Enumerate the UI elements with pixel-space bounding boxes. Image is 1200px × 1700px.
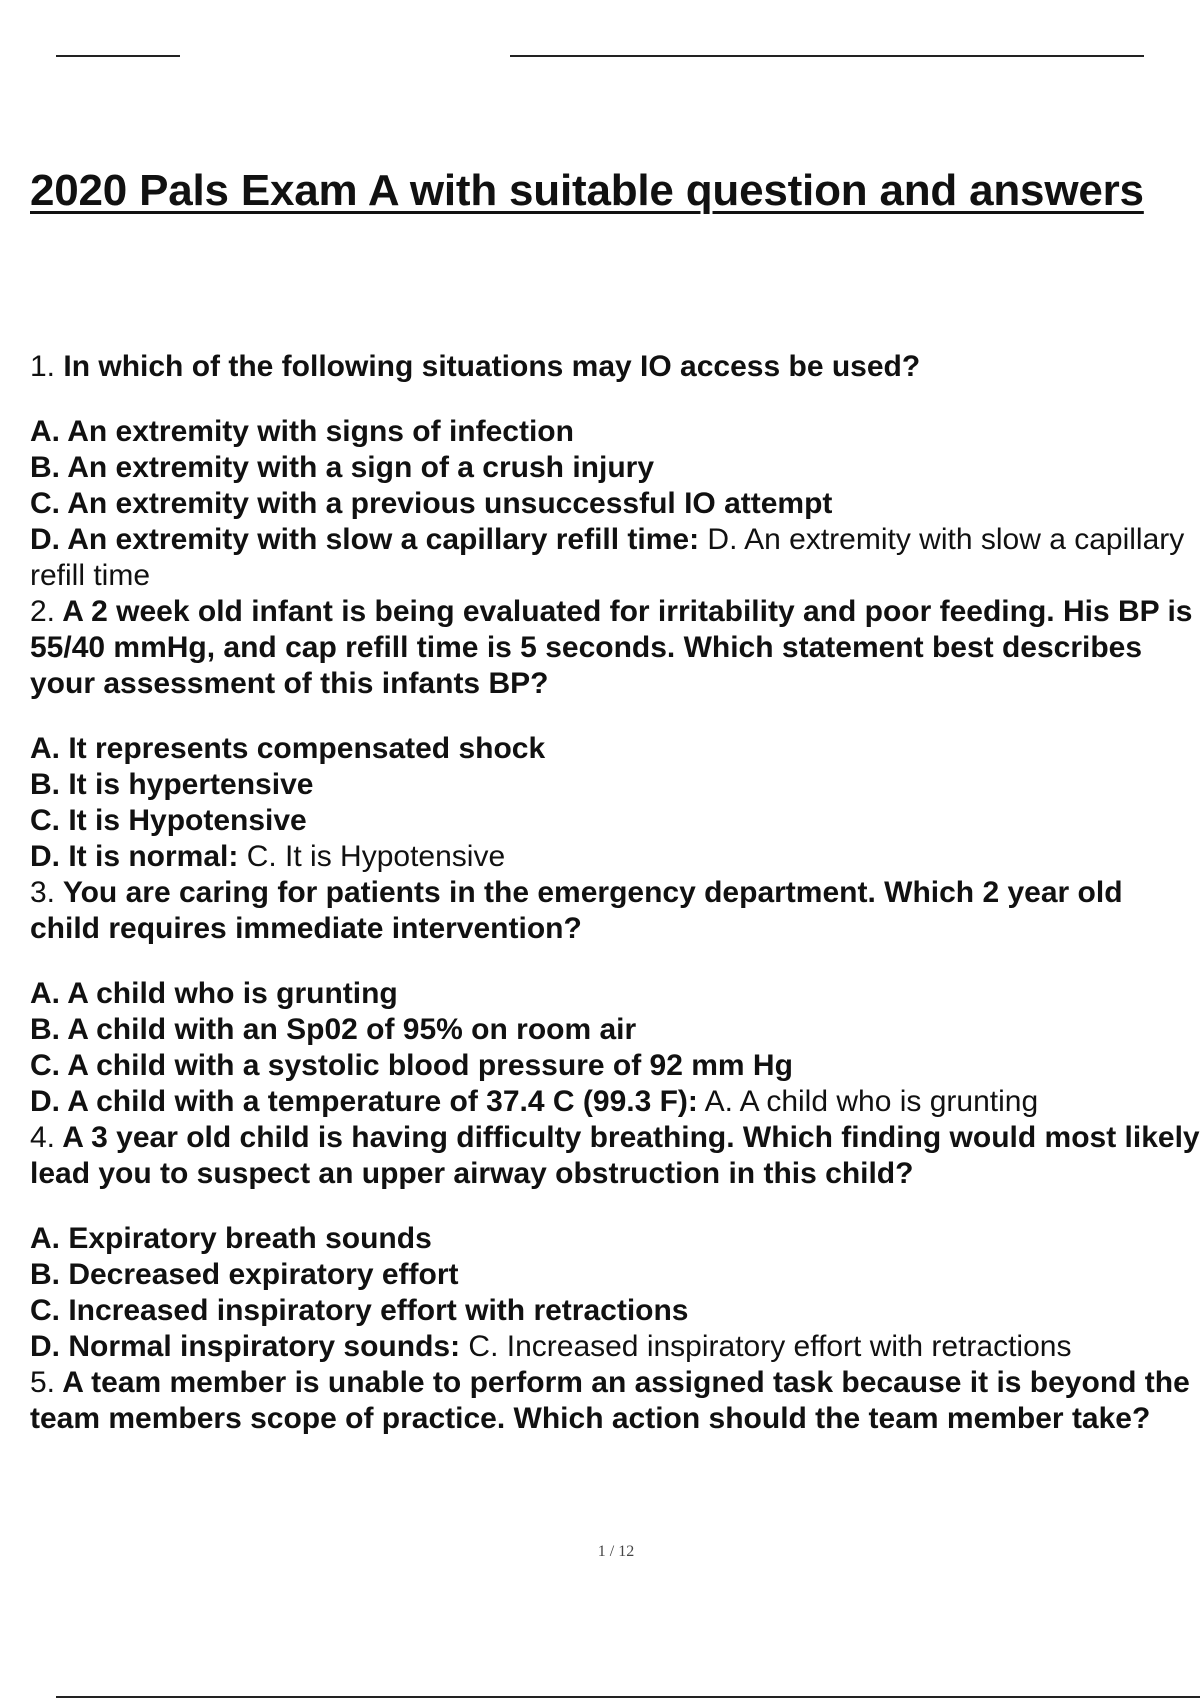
question-4-option-a: A. Expiratory breath sounds [30,1222,432,1255]
question-4 [30,1120,1200,1365]
question-5-text: A team member is unable to perform an assigned task because it is beyond the team members scope of practice. Which action should the team member take? [30,1366,1190,1435]
question-1-option-a: A. An extremity with signs of infection [30,415,574,448]
question-3-answer: A. A child who is grunting [697,1085,1039,1118]
question-3-number: 3. [30,876,56,909]
question-4-option-d-answer [30,1329,1200,1365]
question-3-option-c: C. A child with a systolic blood pressure of 92 mm Hg [30,1049,793,1082]
document-title: 2020 Pals Exam A with suitable question and answers [30,166,1144,215]
question-2-option-a: A. It represents compensated shock [30,732,546,765]
question-2-option-b: B. It is hypertensive [30,768,314,801]
question-3-option-d: D. A child with a temperature of 37.4 C (99.3 F): [30,1085,698,1118]
question-1-text: In which of the following situations may IO access be used? [55,350,921,383]
question-2-number: 2. [30,595,56,628]
question-4-number: 4. [30,1121,56,1154]
question-3-option-d-answer [30,1084,1200,1120]
question-4-text: A 3 year old child is having difficulty breathing. Which finding would most likely lead you to suspect an upper airway obstruction in this child? [30,1121,1200,1190]
question-4-answer: C. Increased inspiratory effort with retractions [460,1330,1072,1363]
question-2-answer: C. It is Hypotensive [238,840,506,873]
question-3-option-a: A. A child who is grunting [30,977,398,1010]
question-list [30,349,1200,1437]
question-5-number: 5. [30,1366,56,1399]
question-2-option-d-answer [30,839,1200,875]
page-number: 1 / 12 [597,1543,635,1560]
question-4-option-c: C. Increased inspiratory effort with retractions [30,1294,689,1327]
question-1-option-c: C. An extremity with a previous unsuccessful IO attempt [30,487,833,520]
question-1-answer: D. An extremity with slow a capillary refill time [30,523,1185,592]
question-2 [30,594,1200,875]
question-1-option-d-answer [30,522,1200,594]
question-2-text: A 2 week old infant is being evaluated for irritability and poor feeding. His BP is 55/40 mmHg, and cap refill time is 5 seconds. Which statement best describes your assessment of this infants BP? [30,595,1193,700]
question-2-option-d: D. It is normal: [30,840,239,873]
question-1-prompt [30,349,1200,385]
question-4-option-b: B. Decreased expiratory effort [30,1258,459,1291]
question-1-number: 1. [30,350,56,383]
question-3-option-b: B. A child with an Sp02 of 95% on room air [30,1013,637,1046]
top-rule-left [56,55,180,57]
question-1-option-d: D. An extremity with slow a capillary refill time: [30,523,700,556]
question-1 [30,349,1200,594]
question-1-option-b: B. An extremity with a sign of a crush injury [30,451,655,484]
bottom-rule [56,1696,1200,1698]
question-5 [30,1365,1200,1437]
question-4-option-d: D. Normal inspiratory sounds: [30,1330,461,1363]
question-5-prompt [30,1365,1200,1437]
question-3-prompt [30,875,1200,947]
question-3 [30,875,1200,1120]
question-4-prompt [30,1120,1200,1192]
question-2-prompt [30,594,1200,702]
top-rule-right [510,55,1144,57]
question-2-option-c: C. It is Hypotensive [30,804,307,837]
question-3-text: You are caring for patients in the emergency department. Which 2 year old child requires immediate intervention? [30,876,1123,945]
